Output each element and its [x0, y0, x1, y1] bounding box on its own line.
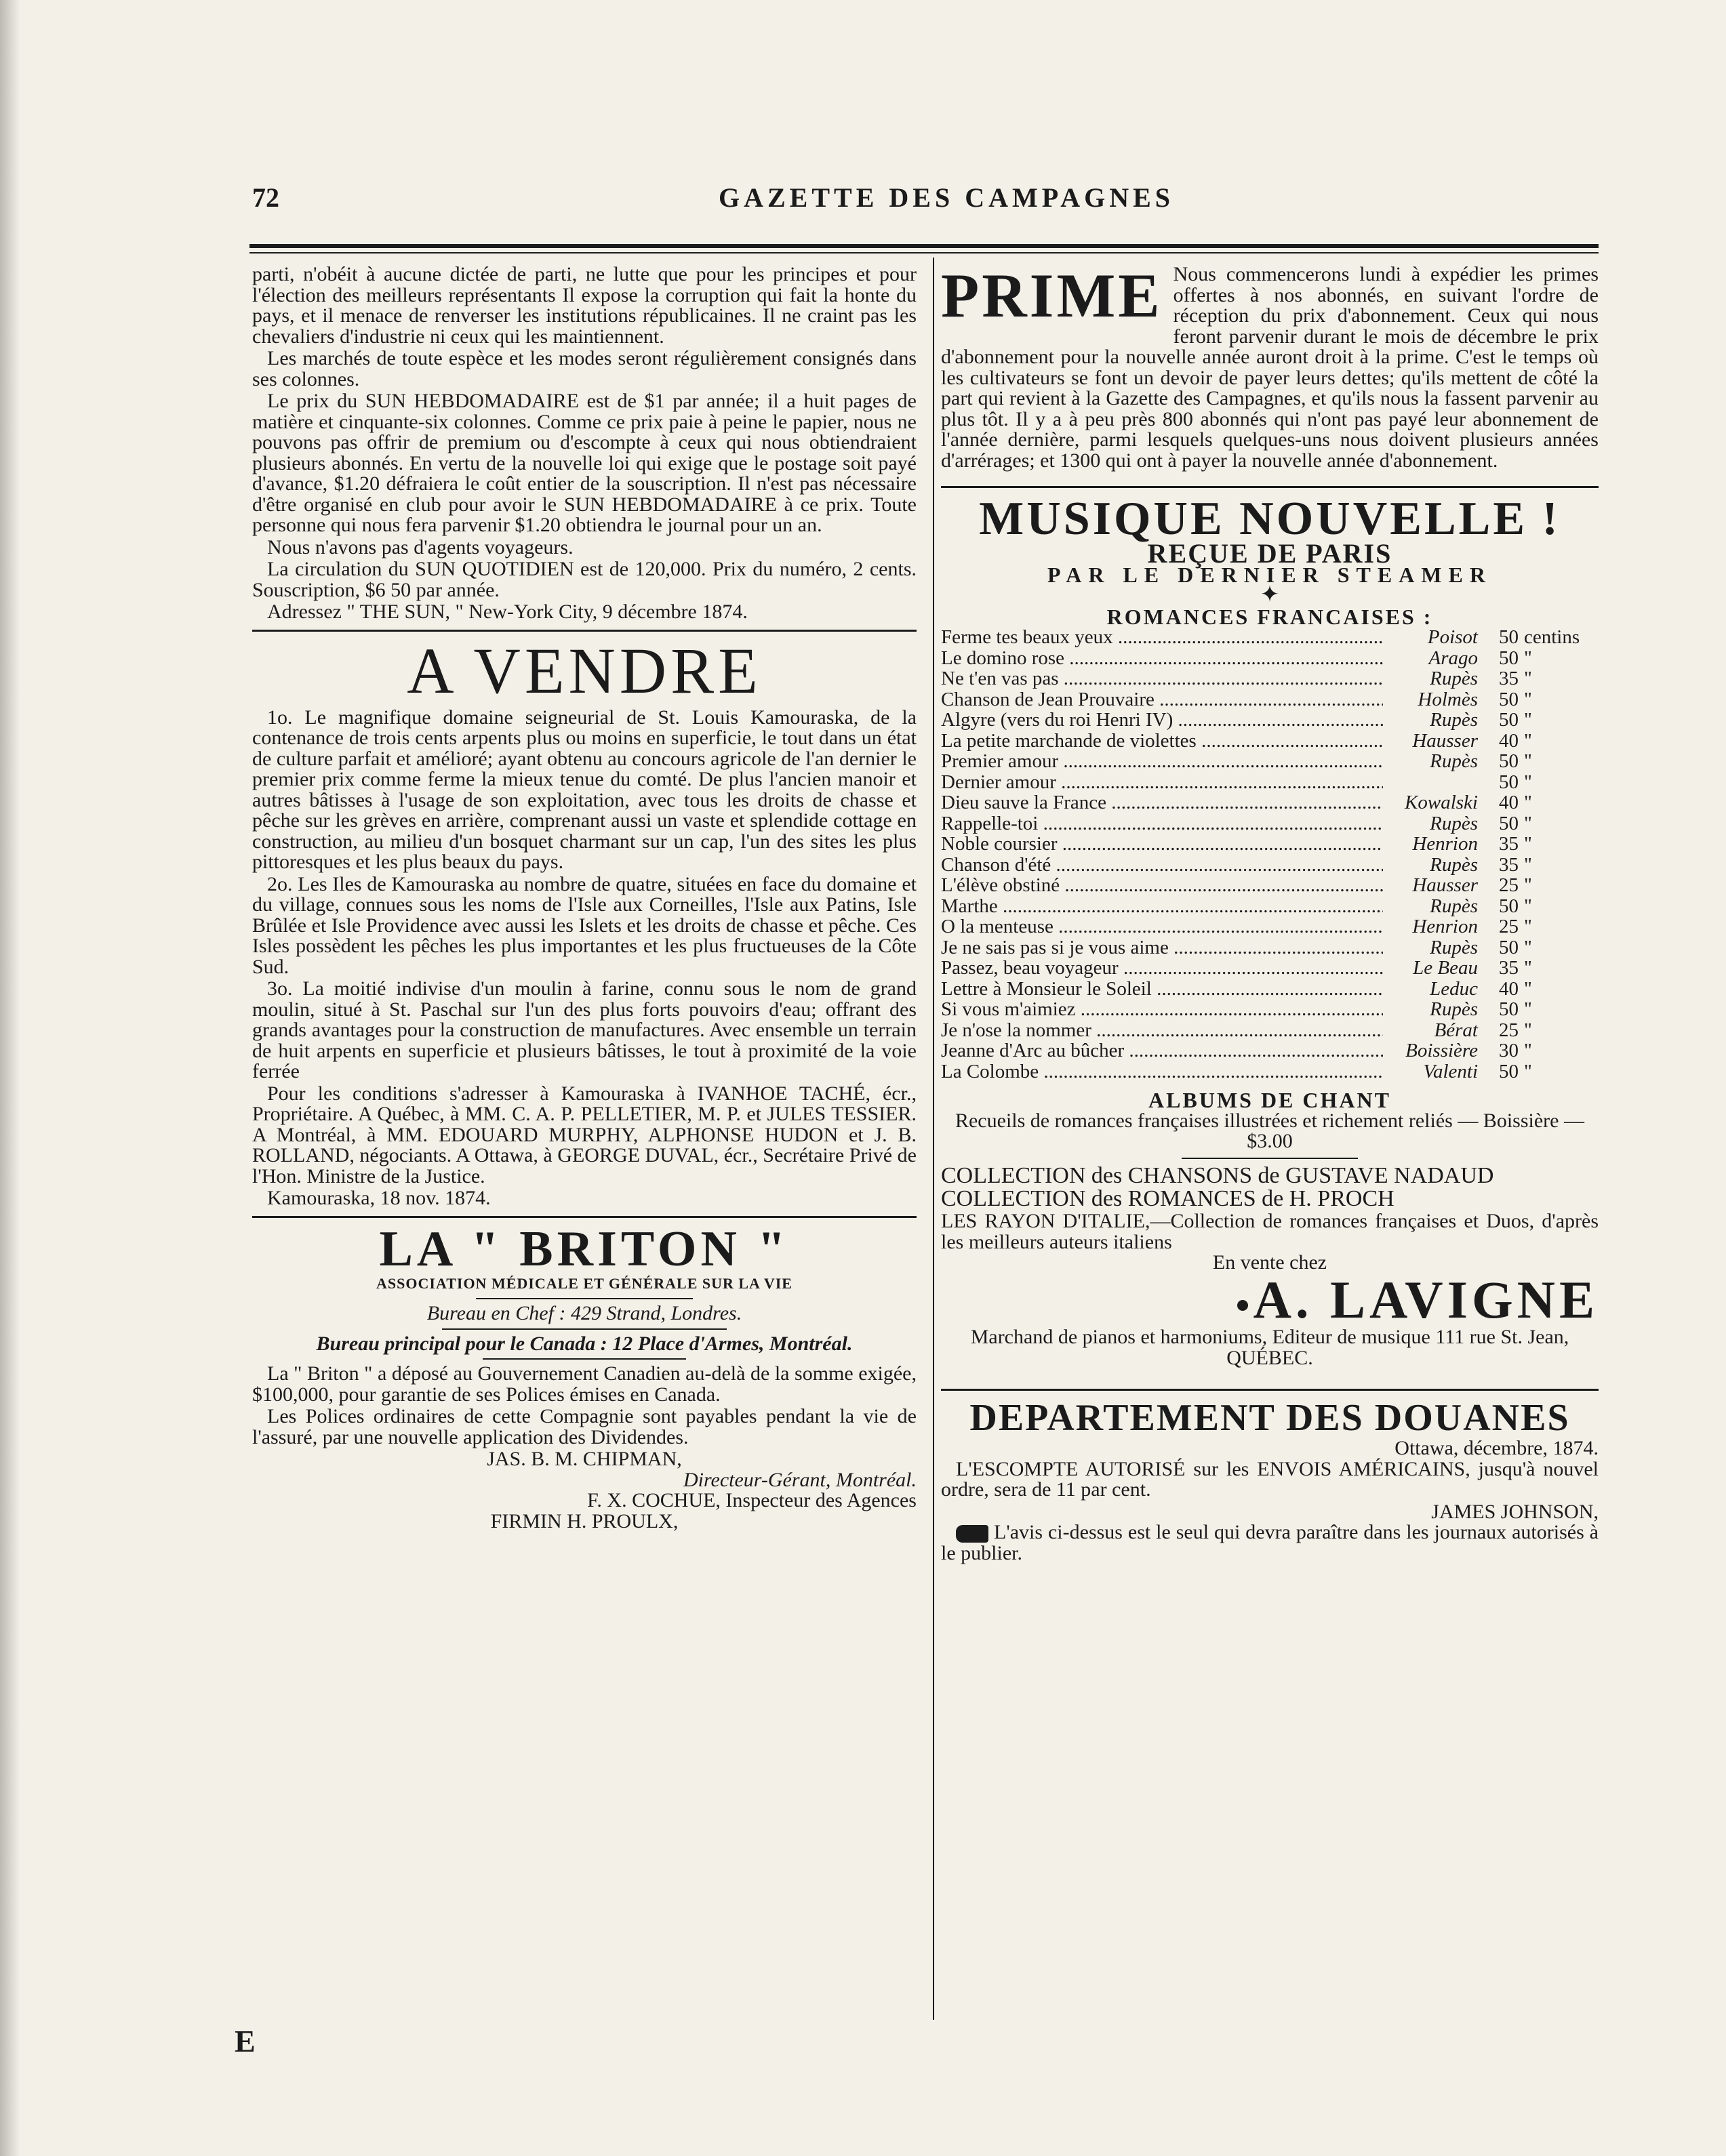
- douanes-date: Ottawa, décembre, 1874.: [1394, 1437, 1599, 1459]
- briton-inspector: F. X. COCHUE, Inspecteur des Agences: [587, 1489, 917, 1511]
- prime-title: PRIME: [941, 261, 1163, 330]
- song-list: [941, 627, 1599, 1082]
- vendre-paragraph: 3o. La moitié indivise d'un moulin à farine, connu sous le nom de grand moulin, situé à St. Paschal sur l'un des plus forts pouvoirs d'eau; offrant des grands avantages pour la construction de manufactures. Avec ensemble un terrain de huit arpents en superficie et plusieurs bâtisses, le tout à proximité de la voie ferrée: [252, 977, 917, 1082]
- song-row: Marthe ..... Rupès 50 ": [941, 896, 1599, 917]
- scan-edge-shadow: [0, 0, 20, 2156]
- section-rule: [941, 486, 1599, 488]
- douanes-signer: JAMES JOHNSON,: [1431, 1500, 1599, 1523]
- collection-chansons: COLLECTION des CHANSONS de GUSTAVE NADAUD: [941, 1162, 1494, 1188]
- sun-paragraph: Nous n'avons pas d'agents voyageurs.: [267, 535, 574, 558]
- vendre-paragraph: Pour les conditions s'adresser à Kamouraska à IVANHOE TACHÉ, écr., Propriétaire. A Québec, à MM. C. A. P. PELLETIER, M. P. et JULES TESSIER. A Montréal, à MM. EDOUARD MURPHY, ALPHONSE HUDON et J. B. ROLLAND, négociants. A Ottawa, à GEORGE DUVAL, écr., Secrétaire Privé de l'Hon. Ministre de la Justice.: [252, 1082, 917, 1187]
- left-column: [252, 264, 917, 1532]
- song-row: Dieu sauve la France ..... Kowalski 40 ": [941, 792, 1599, 813]
- song-row: Lettre à Monsieur le Soleil ..... Leduc 40 ": [941, 979, 1599, 1000]
- briton-bureau-canada: Bureau principal pour le Canada : 12 Place d'Armes, Montréal.: [316, 1332, 853, 1355]
- sun-paragraph: Les marchés de toute espèce et les modes seront régulièrement consignés dans ses colonnes.: [252, 347, 917, 390]
- song-row: O la menteuse ..... Henrion 25 ": [941, 916, 1599, 937]
- section-rule: [252, 1216, 917, 1218]
- a-vendre-advertisement: [252, 634, 917, 1209]
- douanes-notice-text: L'avis ci-dessus est le seul qui devra paraître dans les journaux autorisés à le publier.: [941, 1521, 1599, 1564]
- recue-de-paris: REÇUE DE PARIS: [1147, 538, 1392, 569]
- musique-title: MUSIQUE NOUVELLE !: [979, 493, 1561, 545]
- briton-subtitle: ASSOCIATION MÉDICALE ET GÉNÉRALE SUR LA VIE: [376, 1274, 792, 1292]
- douanes-notice: [941, 1398, 1599, 1564]
- briton-rule: [442, 1328, 727, 1330]
- song-row: Ferme tes beaux yeux ..... Poisot 50 centins: [941, 627, 1599, 648]
- sun-paragraph: Le prix du SUN HEBDOMADAIRE est de $1 par année; il a huit pages de matière et cinquante-six colonnes. Comme ce prix paie à peine le papier, nous ne pouvons pas offrir de premium ou d'escompte à ceux qui nous obtiendraient plusieurs abonnés. En vertu de la nouvelle loi qui exige que le postage soit payé d'avance, $1.20 défraiera le coût entier de la souscription. Il n'est pas nécessaire d'être organisé en club pour avoir le SUN HEBDOMADAIRE à ce prix. Toute personne qui nous fera parvenir $1.20 obtiendra le journal pour un an.: [252, 390, 917, 536]
- musique-advertisement: [941, 495, 1599, 1368]
- briton-rule: [483, 1358, 686, 1360]
- footer-mark: E: [235, 2024, 256, 2058]
- sun-advertisement: [252, 264, 917, 623]
- bullet-icon: [1237, 1300, 1248, 1311]
- masthead-title: GAZETTE DES CAMPAGNES: [719, 182, 1175, 213]
- song-row: Algyre (vers du roi Henri IV) ..... Rupès 50 ": [941, 710, 1599, 731]
- page-number: 72: [252, 182, 279, 213]
- column-divider: [933, 258, 934, 2020]
- lavigne-address: Marchand de pianos et harmoniums, Editeur de musique 111 rue St. Jean, QUÉBEC.: [970, 1326, 1569, 1369]
- prime-notice: [941, 261, 1599, 472]
- song-row: Je ne sais pas si je vous aime ..... Rupès 50 ": [941, 937, 1599, 958]
- song-row: Premier amour ..... Rupès 50 ": [941, 751, 1599, 772]
- vendre-paragraph: 1o. Le magnifique domaine seigneurial de St. Louis Kamouraska, de la contenance de trois cents arpents plus ou moins en superficie, le tout dans un état de culture parfait et amélioré; ayant obtenu au concours agricole de l'an dernier le premier prix comme ferme la mieux tenue du comté. De plus l'ancien manoir et autres bâtisses à l'usage de son exploitation, avec tous les droits de chasse et pêche sur les grèves en arrière, comprenant aussi un vaste et splendide cottage en construction, au milieu d'un bosquet charmant sur un cap, l'un des sites les plus pittoresques et les plus beaux du pays.: [252, 706, 917, 873]
- song-row: L'élève obstiné ..... Hausser 25 ": [941, 875, 1599, 896]
- sun-paragraph: La circulation du SUN QUOTIDIEN est de 120,000. Prix du numéro, 2 cents. Souscription, $6 50 par année.: [252, 558, 917, 601]
- sun-paragraph: parti, n'obéit à aucune dictée de parti, ne lutte que pour les principes et pour l'élection des meilleurs représentants Il expose la corruption qui fait la honte du pays, et il menace de renverser les institutions républicaines. Il ne craint pas les chevaliers d'industrie ni ceux qui les maintiennent.: [252, 263, 917, 348]
- a-vendre-title: A VENDRE: [407, 634, 762, 707]
- song-row: La petite marchande de violettes ..... Hausser 40 ": [941, 731, 1599, 752]
- collection-italie: LES RAYON D'ITALIE,—Collection de romances françaises et Duos, d'après les meilleurs auteurs italiens: [941, 1209, 1599, 1253]
- collection-romances: COLLECTION des ROMANCES de H. PROCH: [941, 1185, 1394, 1211]
- dernier-steamer: PAR LE DERNIER STEAMER: [1047, 562, 1492, 587]
- pointing-hand-icon: [956, 1525, 988, 1543]
- briton-advertisement: [252, 1221, 917, 1532]
- song-row: Rappelle-toi ..... Rupès 50 ": [941, 813, 1599, 834]
- section-rule: [941, 1389, 1599, 1391]
- prime-text: Nous commencerons lundi à expédier les primes offertes à nos abonnés, en suivant l'ordre de réception du prix d'abonnement. Ceux qui nous feront parvenir durant le mois de décembre le prix d'abonnement pour la nouvelle année auront droit à la prime. C'est le temps où les cultivateurs se font un devoir de payer leurs dettes; qu'ils mettent de côté la part qui revient à la Gazette des Campagnes, et qu'ils nous la fassent parvenir au plus tôt. Il y a à peu près 800 abonnés qui n'ont pas payé leur abonnement de l'année dernière, parmi lesquels quelques-uns nous doivent plusieurs années d'arrérages; et 1300 qui ont à payer la nouvelle année d'abonnement.: [941, 263, 1599, 472]
- briton-bureau-chef: Bureau en Chef : 429 Strand, Londres.: [426, 1302, 742, 1324]
- sun-paragraph: Adressez " THE SUN, " New-York City, 9 décembre 1874.: [267, 601, 748, 623]
- song-row: Chanson de Jean Prouvaire ..... Holmès 50 ": [941, 689, 1599, 710]
- vendre-date: Kamouraska, 18 nov. 1874.: [267, 1187, 491, 1209]
- en-vente: En vente chez: [1212, 1250, 1327, 1274]
- albums-header: ALBUMS DE CHANT: [1148, 1088, 1391, 1112]
- star-icon: ✦: [1260, 582, 1280, 607]
- briton-paragraph: La " Briton " a déposé au Gouvernement Canadien au-delà de la somme exigée, $100,000, pour garantie de ses Polices émises en Canada.: [252, 1362, 917, 1406]
- briton-agent: FIRMIN H. PROULX,: [490, 1509, 679, 1532]
- douanes-text: L'ESCOMPTE AUTORISÉ sur les ENVOIS AMÉRICAINS, jusqu'à nouvel ordre, sera de 11 par cent.: [941, 1457, 1599, 1501]
- song-row: Dernier amour ..... 50 ": [941, 772, 1599, 793]
- briton-rule: [476, 1298, 693, 1299]
- lavigne-name: A. LAVIGNE: [941, 1273, 1599, 1327]
- song-row: Je n'ose la nommer ..... Bérat 25 ": [941, 1020, 1599, 1041]
- song-row: Chanson d'été ..... Rupès 35 ": [941, 855, 1599, 876]
- song-row: La Colombe ..... Valenti 50 ": [941, 1061, 1599, 1082]
- star-ornament: [941, 582, 1599, 607]
- song-row: Ne t'en vas pas ..... Rupès 35 ": [941, 668, 1599, 689]
- song-row: Noble coursier ..... Henrion 35 ": [941, 834, 1599, 855]
- romances-header: ROMANCES FRANCAISES :: [1106, 604, 1433, 629]
- song-row: Si vous m'aimiez ..... Rupès 50 ": [941, 999, 1599, 1020]
- header-rule: [249, 244, 1599, 248]
- vendre-paragraph: 2o. Les Iles de Kamouraska au nombre de quatre, situées en face du domaine et du village, connues sous les noms de l'Isle aux Corneilles, l'Isle aux Patins, Isle Brûlée et Isle Providence avec aussi les Islets et les droits de chasse et pêche. Ces Isles possèdent les pêches les plus importantes et les plus fructueuses de la Côte Sud.: [252, 872, 917, 978]
- song-row: Jeanne d'Arc au bûcher ..... Boissière 30 ": [941, 1040, 1599, 1061]
- briton-title: LA " BRITON ": [379, 1221, 790, 1277]
- briton-manager: JAS. B. M. CHIPMAN,: [487, 1448, 682, 1470]
- briton-paragraph: Les Polices ordinaires de cette Compagnie sont payables pendant la vie de l'assuré, par une nouvelle application des Dividendes.: [252, 1405, 917, 1448]
- song-row: Passez, beau voyageur ..... Le Beau 35 ": [941, 958, 1599, 979]
- albums-text: Recueils de romances françaises illustrées et richement reliés — Boissière — $3.00: [955, 1109, 1584, 1152]
- briton-manager-title: Directeur-Gérant, Montréal.: [683, 1468, 917, 1491]
- douanes-title: DEPARTEMENT DES DOUANES: [969, 1397, 1570, 1439]
- albums-rule: [1182, 1158, 1358, 1159]
- section-rule: [252, 630, 917, 632]
- right-column: [941, 261, 1599, 1565]
- header-rule-thin: [249, 252, 1599, 253]
- song-row: Le domino rose ..... Arago 50 ": [941, 648, 1599, 669]
